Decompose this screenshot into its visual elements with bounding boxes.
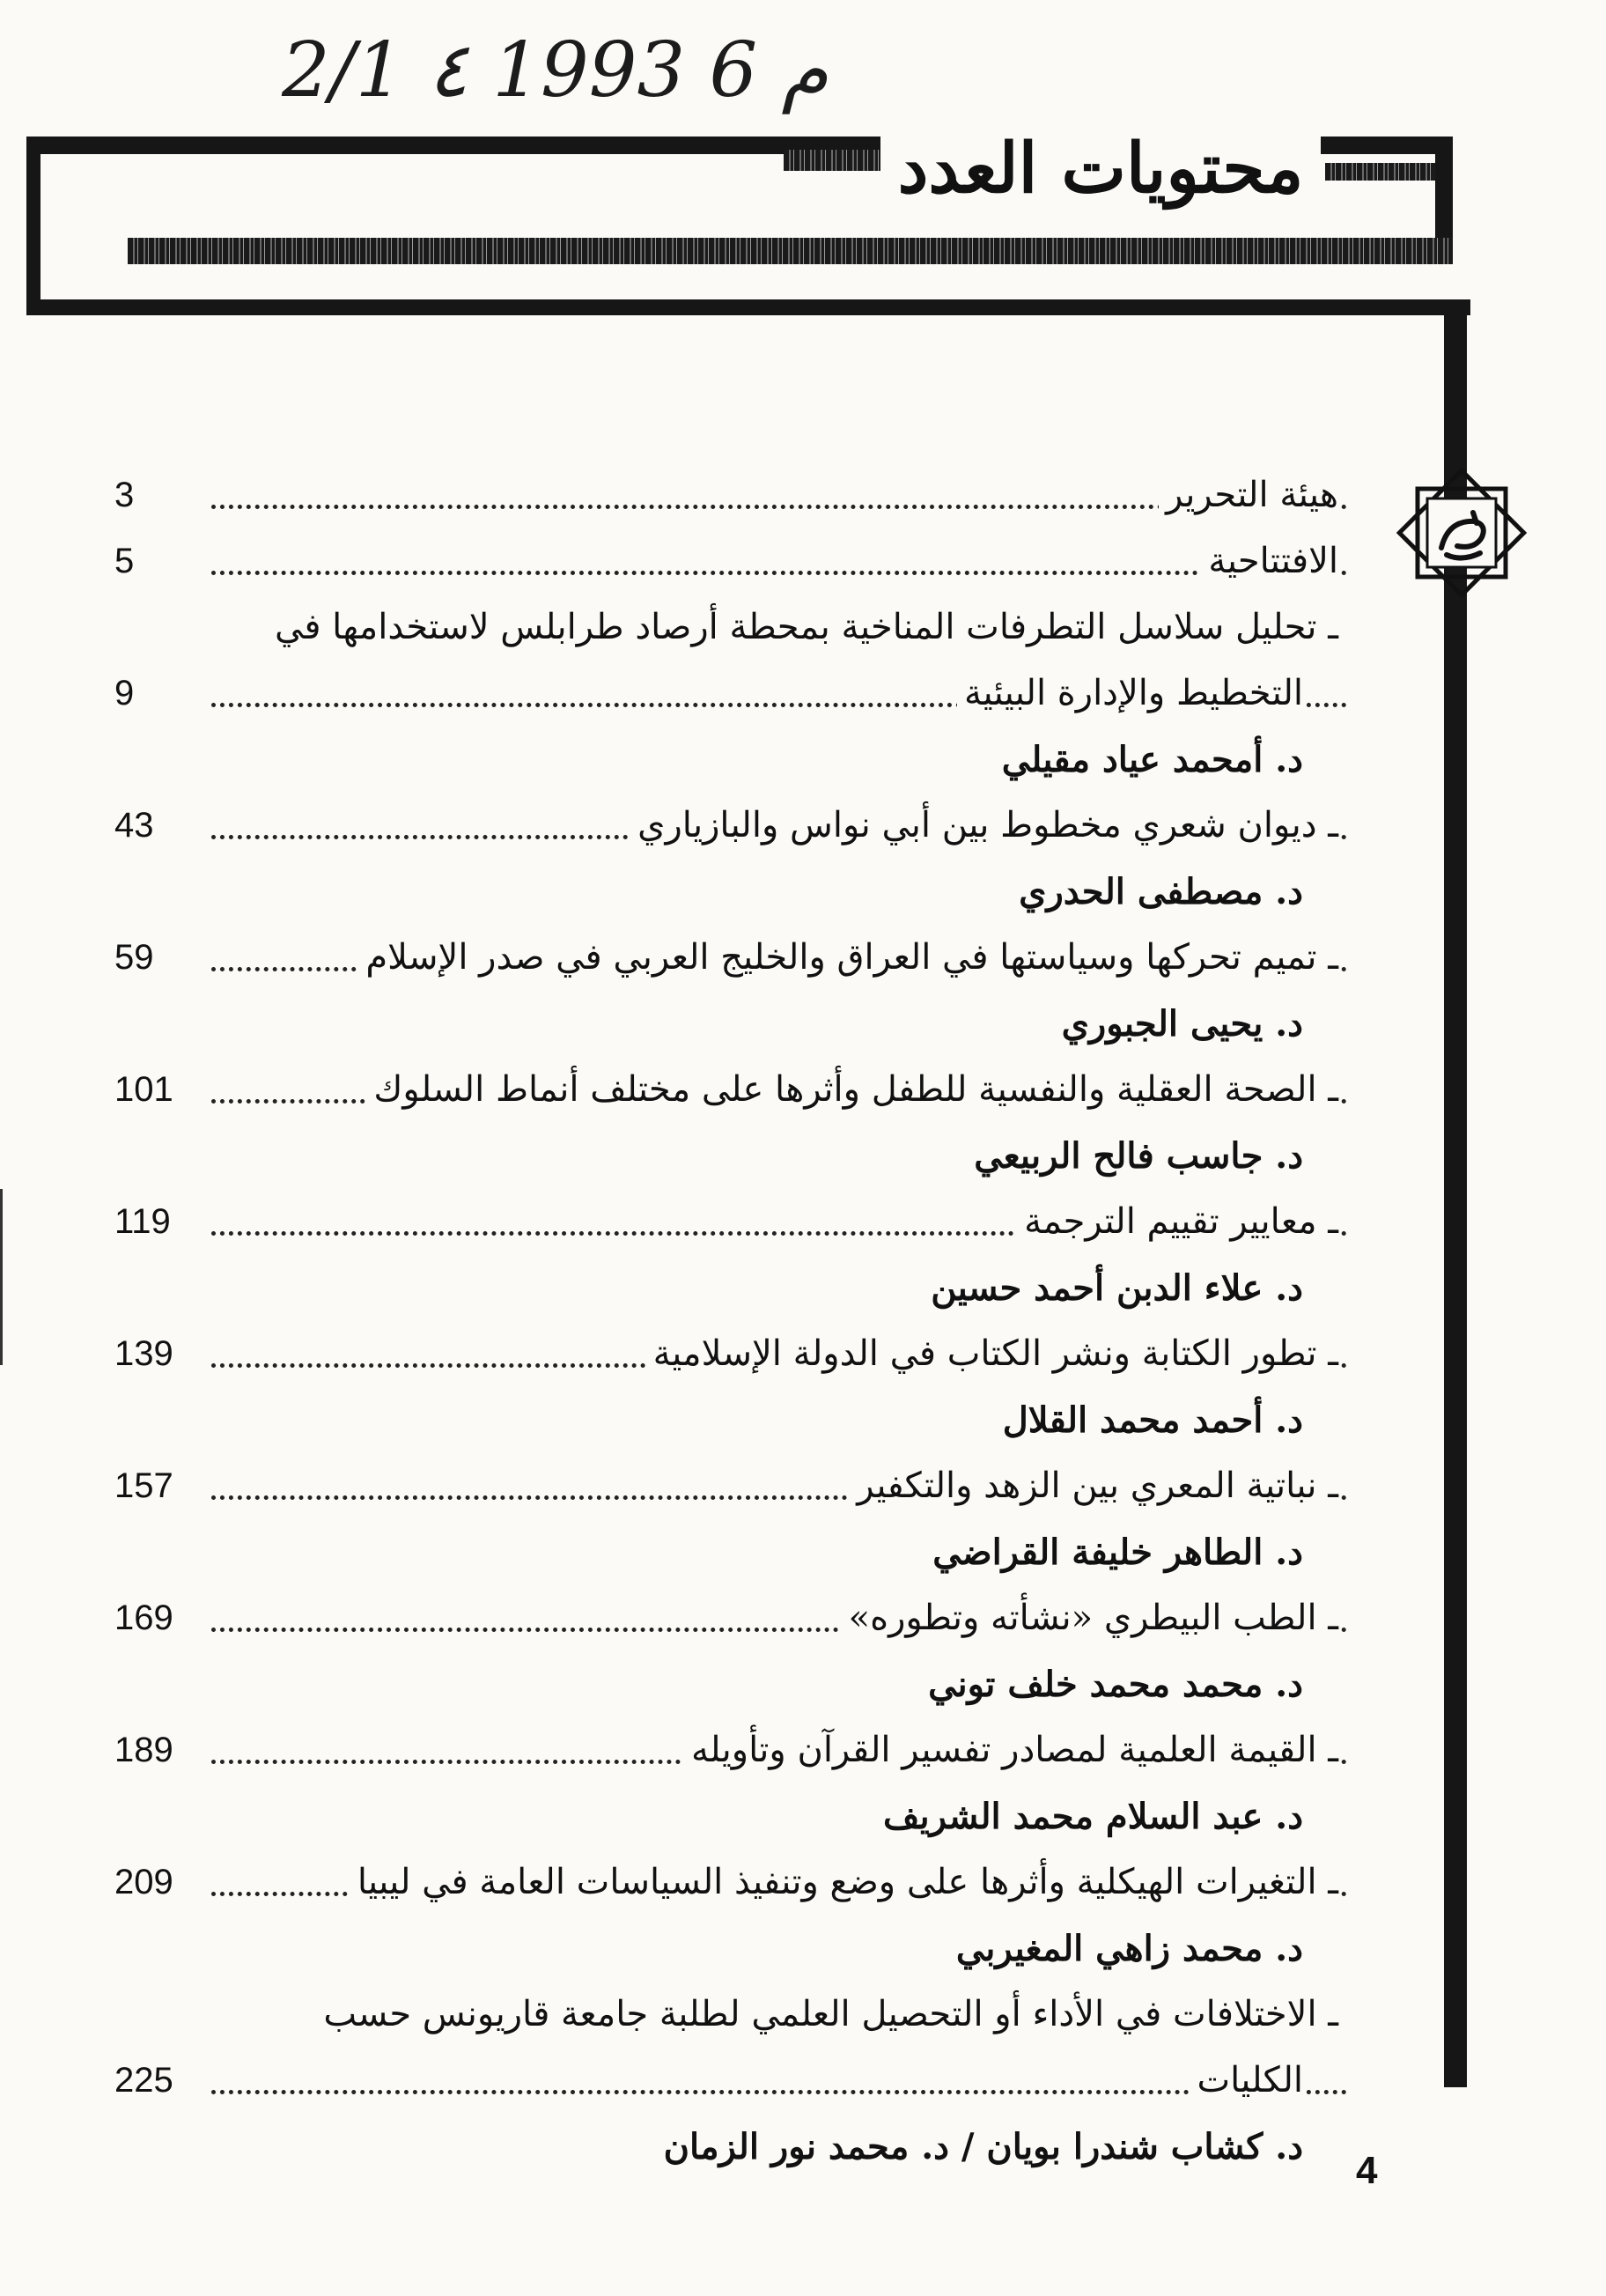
toc-author-name: د. جاسب فالح الربيعي bbox=[967, 1123, 1303, 1189]
toc-author-name: د. مصطفى الحدري bbox=[1012, 859, 1303, 925]
toc-entry[interactable] bbox=[114, 1849, 1347, 1916]
toc-entry-title: ـ الطب البيطري «نشأته وتطوره» bbox=[842, 1585, 1338, 1651]
toc-author bbox=[114, 991, 1347, 1057]
toc-author-name: د. علاء الدبن أحمد حسين bbox=[924, 1255, 1303, 1321]
toc-entry-title: ـ تميم تحركها وسياستها في العراق والخليج العربي في صدر الإسلام bbox=[358, 925, 1338, 991]
toc-entry-title: ـ معايير تقييم الترجمة bbox=[1017, 1189, 1338, 1255]
toc-entry-title: الكليات bbox=[1190, 2048, 1303, 2114]
toc-entry[interactable] bbox=[114, 1982, 1347, 2048]
toc-author-name: د. أحمد محمد القلال bbox=[996, 1387, 1303, 1453]
toc-author-name: د. كشاب شندرا بويان / د. محمد نور الزمان bbox=[657, 2114, 1303, 2180]
handwritten-note: 2/1 ٤ 1993 6 م bbox=[282, 26, 829, 114]
dot-leader bbox=[211, 2090, 1347, 2094]
toc-entry-title: ـ نباتية المعري بين الزهد والتكفير bbox=[850, 1453, 1338, 1519]
toc-entry-page: 139 bbox=[114, 1334, 173, 1373]
toc-author bbox=[114, 2114, 1347, 2180]
toc-entry[interactable] bbox=[114, 528, 1347, 594]
toc-entry[interactable] bbox=[114, 1057, 1347, 1123]
toc-entry[interactable] bbox=[114, 1189, 1347, 1255]
toc-author-name: د. محمد زاهي المغيربي bbox=[949, 1916, 1303, 1982]
toc-author-name: د. الطاهر خليفة القراضي bbox=[925, 1519, 1303, 1585]
toc-entry-title: ـ الصحة العقلية والنفسية للطفل وأثرها على مختلف أنماط السلوك bbox=[366, 1057, 1338, 1123]
toc-entry-page: 169 bbox=[114, 1598, 173, 1637]
toc-entry-page: 189 bbox=[114, 1731, 173, 1769]
toc-entry-title: ـ تحليل سلاسل التطرفات المناخية بمحطة أرصاد طرابلس لاستخدامها في bbox=[114, 594, 1338, 661]
toc-author bbox=[114, 1255, 1347, 1321]
toc-entry-title: ـ الاختلافات في الأداء أو التحصيل العلمي لطلبة جامعة قاريونس حسب bbox=[114, 1982, 1338, 2048]
toc-entry[interactable] bbox=[114, 1321, 1347, 1387]
toc-author bbox=[114, 1387, 1347, 1453]
toc-author bbox=[114, 1651, 1347, 1717]
toc-entry[interactable] bbox=[114, 1585, 1347, 1651]
toc-entry-title: التخطيط والإدارة البيئية bbox=[957, 661, 1303, 727]
toc-author-name: د. محمد محمد خلف توني bbox=[921, 1651, 1303, 1717]
scan-edge-mark bbox=[0, 1189, 3, 1365]
toc-author bbox=[114, 1783, 1347, 1849]
toc-entry[interactable] bbox=[114, 462, 1347, 528]
toc-author-name: د. عبد السلام محمد الشريف bbox=[876, 1783, 1303, 1849]
toc-entry-page: 119 bbox=[114, 1202, 171, 1241]
toc-entry[interactable] bbox=[114, 1453, 1347, 1519]
toc-author bbox=[114, 727, 1347, 793]
toc-entry-page: 43 bbox=[114, 806, 154, 845]
toc-entry-page: 9 bbox=[114, 674, 135, 712]
toc-entry-page: 225 bbox=[114, 2061, 173, 2100]
header-band-dotted-right bbox=[1325, 163, 1435, 181]
header-band-dotted bbox=[128, 238, 1453, 264]
toc-entry-page: 209 bbox=[114, 1863, 173, 1901]
toc-entry[interactable] bbox=[114, 594, 1347, 661]
toc-entry-title: ـ القيمة العلمية لمصادر تفسير القرآن وتأويله bbox=[684, 1717, 1338, 1783]
toc-entry-page: 157 bbox=[114, 1466, 173, 1505]
toc-entry[interactable] bbox=[114, 793, 1347, 859]
octagram-calligraphy-emblem-icon bbox=[1396, 467, 1528, 599]
toc-entry-title: هيئة التحرير bbox=[1159, 462, 1338, 528]
toc-author-name: د. أمحمد عياد مقيلي bbox=[995, 727, 1303, 793]
table-of-contents bbox=[114, 462, 1347, 2180]
toc-author bbox=[114, 859, 1347, 925]
toc-author bbox=[114, 1123, 1347, 1189]
toc-entry-title: ـ تطور الكتابة ونشر الكتاب في الدولة الإسلامية bbox=[646, 1321, 1338, 1387]
toc-entry-page: 5 bbox=[114, 542, 135, 580]
toc-entry-page: 3 bbox=[114, 476, 135, 514]
toc-entry-page: 59 bbox=[114, 938, 154, 977]
page-title: محتويات العدد bbox=[880, 125, 1321, 213]
toc-author bbox=[114, 1519, 1347, 1585]
toc-entry-title: ـ ديوان شعري مخطوط بين أبي نواس والبازياري bbox=[630, 793, 1338, 859]
toc-author-name: د. يحيى الجبوري bbox=[1055, 991, 1303, 1057]
header-frame-left bbox=[26, 137, 41, 313]
toc-entry[interactable] bbox=[114, 1717, 1347, 1783]
dot-leader bbox=[211, 571, 1347, 575]
toc-entry-continuation[interactable] bbox=[114, 661, 1347, 727]
header-frame-bottom bbox=[26, 299, 1470, 315]
toc-entry-page: 101 bbox=[114, 1070, 173, 1109]
toc-author bbox=[114, 1916, 1347, 1982]
toc-entry-title: الافتتاحية bbox=[1201, 528, 1338, 594]
toc-entry-continuation[interactable] bbox=[114, 2048, 1347, 2114]
page-number: 4 bbox=[1356, 2149, 1378, 2192]
toc-entry[interactable] bbox=[114, 925, 1347, 991]
toc-entry-title: ـ التغيرات الهيكلية وأثرها على وضع وتنفيذ السياسات العامة في ليبيا bbox=[350, 1849, 1338, 1916]
